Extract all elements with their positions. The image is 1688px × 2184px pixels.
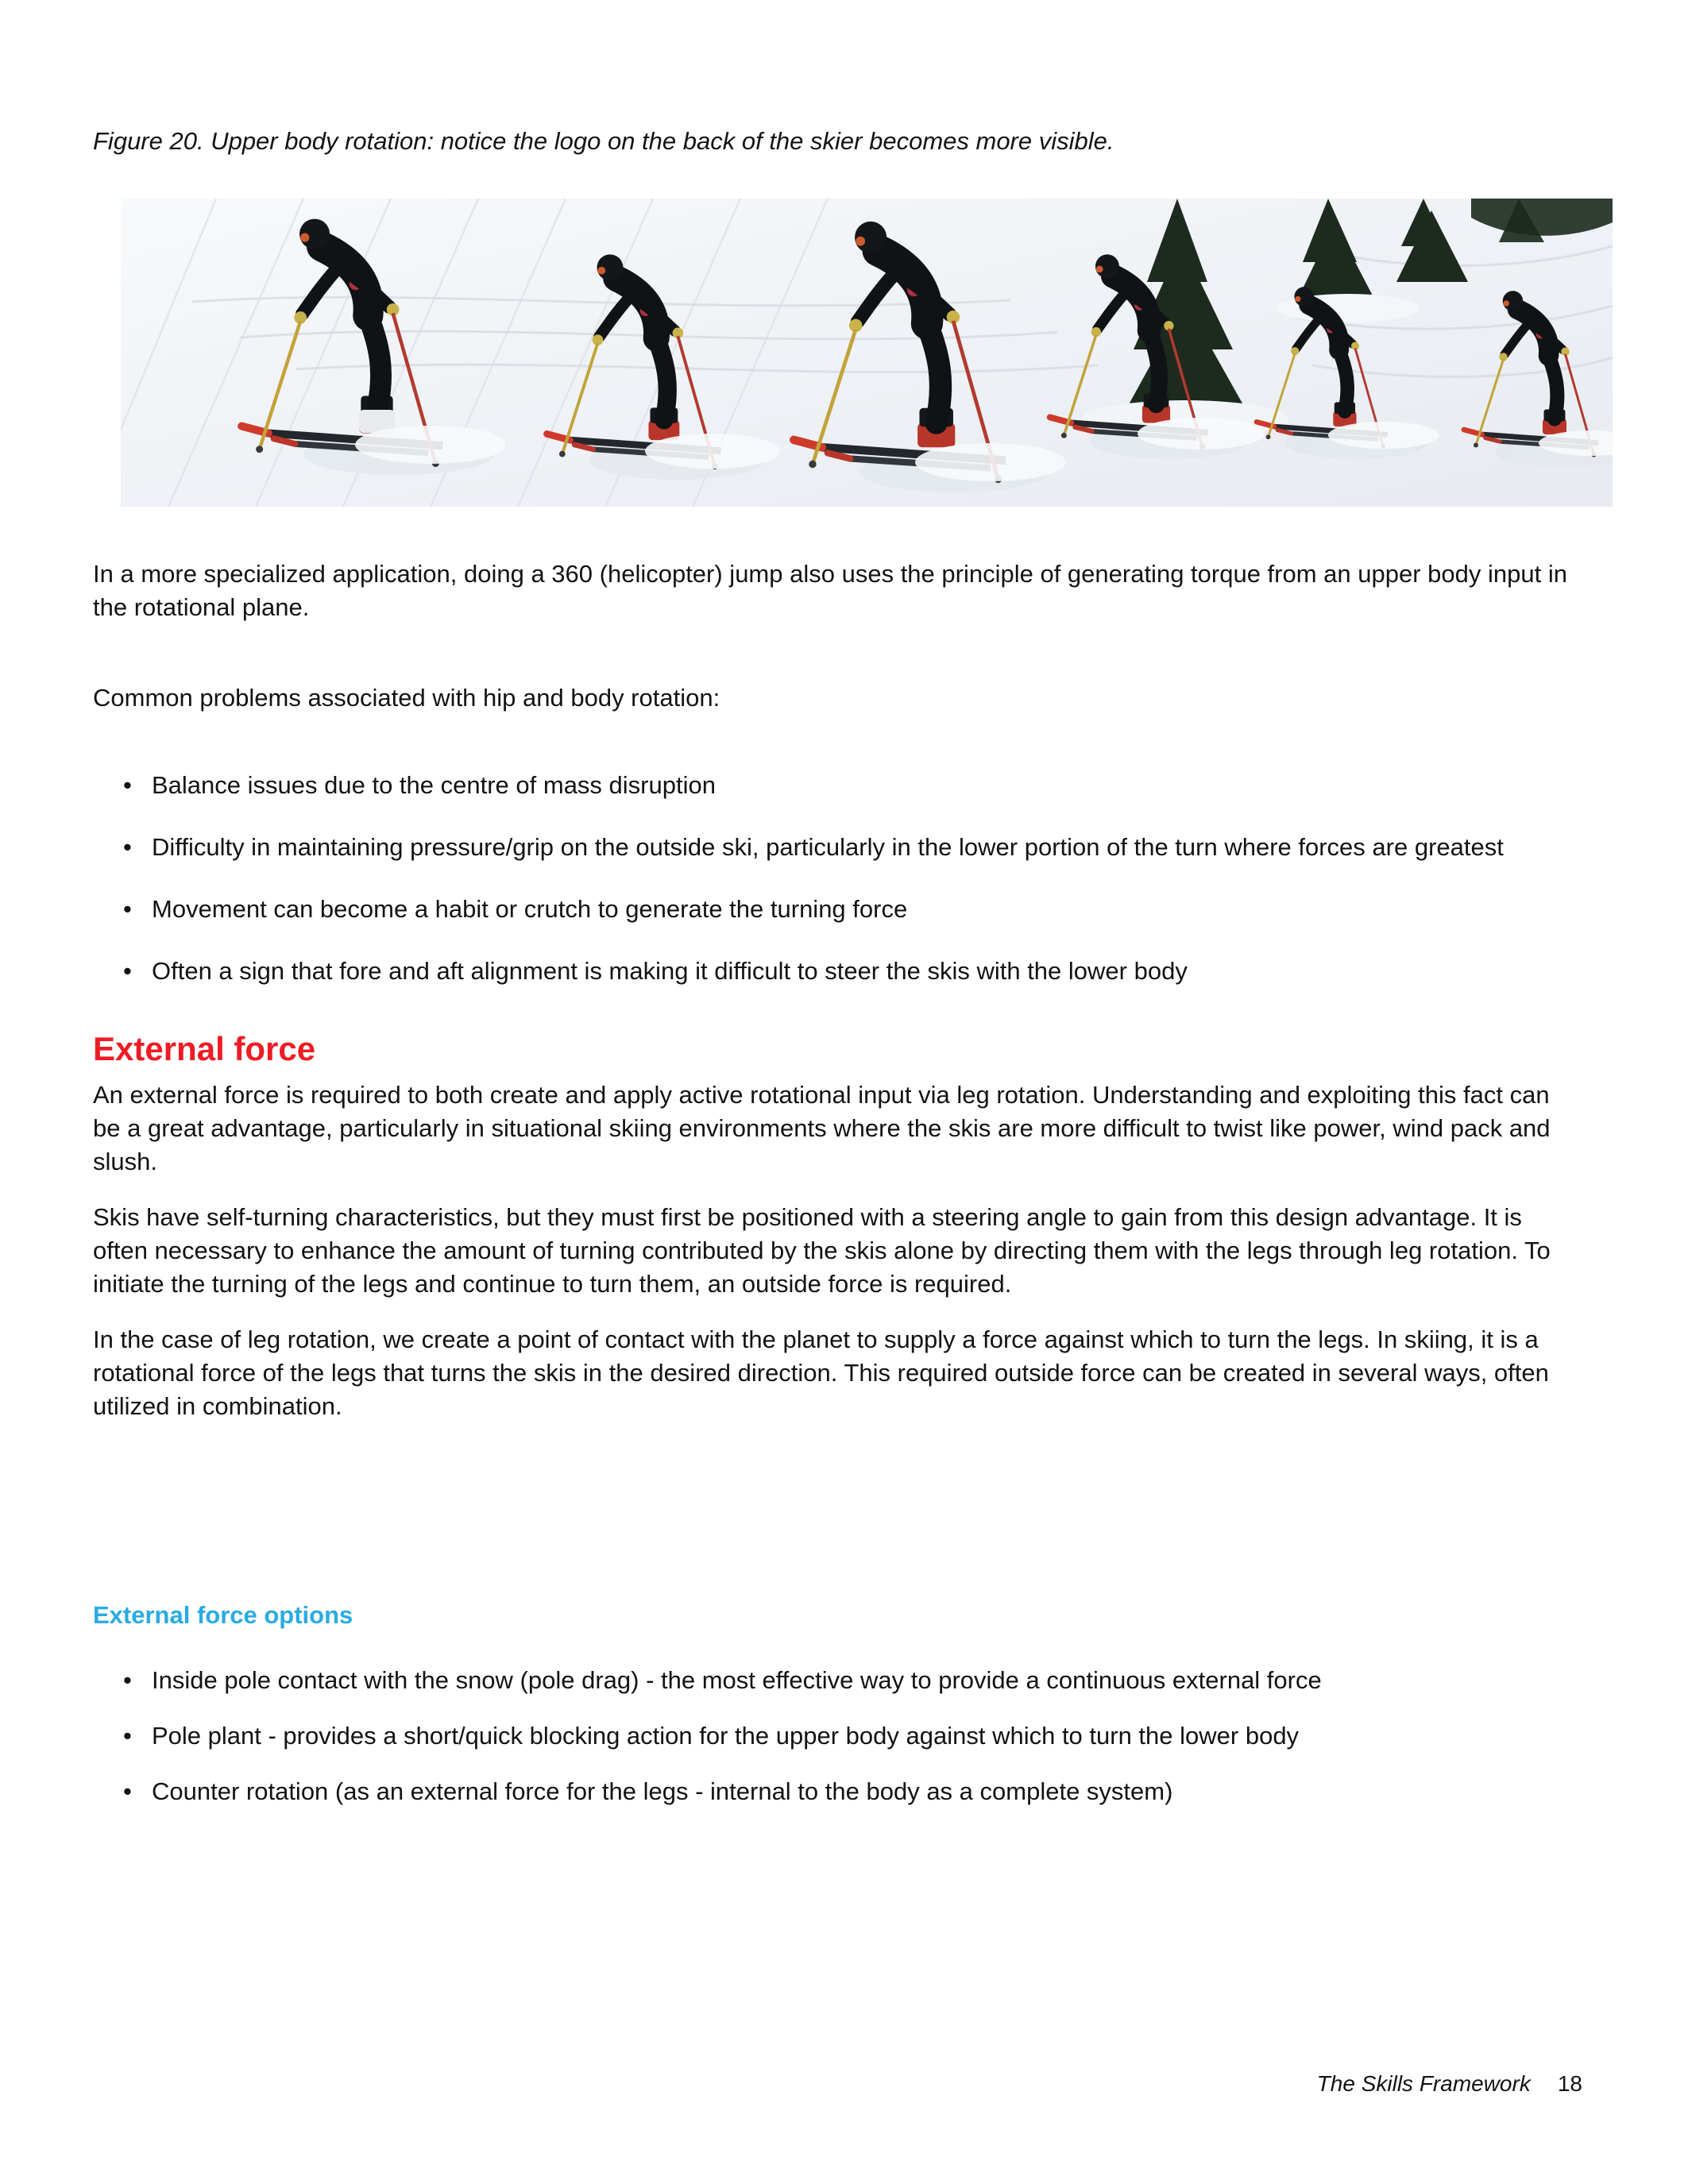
bullet-icon: • xyxy=(123,957,132,986)
section-heading-external-force: External force xyxy=(93,1030,316,1068)
list-item-text: Inside pole contact with the snow (pole drag) - the most effective way to provide a continuous external force xyxy=(152,1665,1322,1694)
bullet-icon: • xyxy=(123,895,132,924)
bullet-icon: • xyxy=(123,1665,132,1694)
bullet-icon: • xyxy=(123,833,132,862)
problems-list xyxy=(93,766,1569,991)
list-item xyxy=(93,889,1569,929)
bullet-icon: • xyxy=(123,1721,132,1750)
list-item xyxy=(93,828,1569,867)
external-force-paragraph: An external force is required to both create and apply active rotational input via leg rotation. Understanding and exploiting this fact can be a great advantage, particularly in situational skiing environments where the skis are more difficult to twist like power, wind pack and slush. xyxy=(93,1081,1551,1176)
page-content xyxy=(93,125,1569,1827)
list-item-text: Movement can become a habit or crutch to generate the turning force xyxy=(152,895,908,924)
list-item-text: Often a sign that fore and aft alignment is making it difficult to steer the skis with the lower body xyxy=(152,957,1188,986)
options-list xyxy=(93,1661,1569,1812)
problems-lead: Common problems associated with hip and body rotation: xyxy=(93,684,720,712)
figure-caption: Figure 20. Upper body rotation: notice the logo on the back of the skier becomes more visible. xyxy=(93,127,1114,155)
figure-photo xyxy=(121,199,1613,507)
list-item xyxy=(93,766,1569,805)
bullet-icon: • xyxy=(123,771,132,800)
page-footer xyxy=(1317,2071,1582,2097)
intro-paragraph: In a more specialized application, doing a 360 (helicopter) jump also uses the principle of generating torque from an upper body input in the rotational plane. xyxy=(93,560,1567,622)
list-item xyxy=(93,1661,1569,1700)
external-force-paragraph: In the case of leg rotation, we create a point of contact with the planet to supply a force against which to turn the legs. In skiing, it is a rotational force of the legs that turns the skis in the desired direction. This required outside force can be created in several ways, often utilized in combination. xyxy=(93,1325,1549,1421)
list-item xyxy=(93,1772,1569,1812)
external-force-paragraph: Skis have self-turning characteristics, but they must first be positioned with a steering angle to gain from this design advantage. It is often necessary to enhance the amount of turning contributed by the skis alone by directing them with the legs through leg rotation. To initiate the turning of the legs and continue to turn them, an outside force is required. xyxy=(93,1203,1551,1298)
subsection-heading-external-force-options: External force options xyxy=(93,1601,353,1630)
list-item-text: Balance issues due to the centre of mass disruption xyxy=(152,771,716,800)
list-item-text: Counter rotation (as an external force for the legs - internal to the body as a complete system) xyxy=(152,1777,1173,1805)
bullet-icon: • xyxy=(123,1777,132,1805)
footer-book-title: The Skills Framework xyxy=(1316,2071,1531,2096)
list-item-text: Pole plant - provides a short/quick blocking action for the upper body against which to turn the lower body xyxy=(152,1721,1300,1750)
ski-sequence-illustration xyxy=(121,199,1613,507)
list-item xyxy=(93,1716,1569,1756)
footer-page-number: 18 xyxy=(1557,2071,1582,2096)
list-item xyxy=(93,951,1569,991)
list-item-text: Difficulty in maintaining pressure/grip on the outside ski, particularly in the lower portion of the turn where forces are greatest xyxy=(152,833,1504,862)
